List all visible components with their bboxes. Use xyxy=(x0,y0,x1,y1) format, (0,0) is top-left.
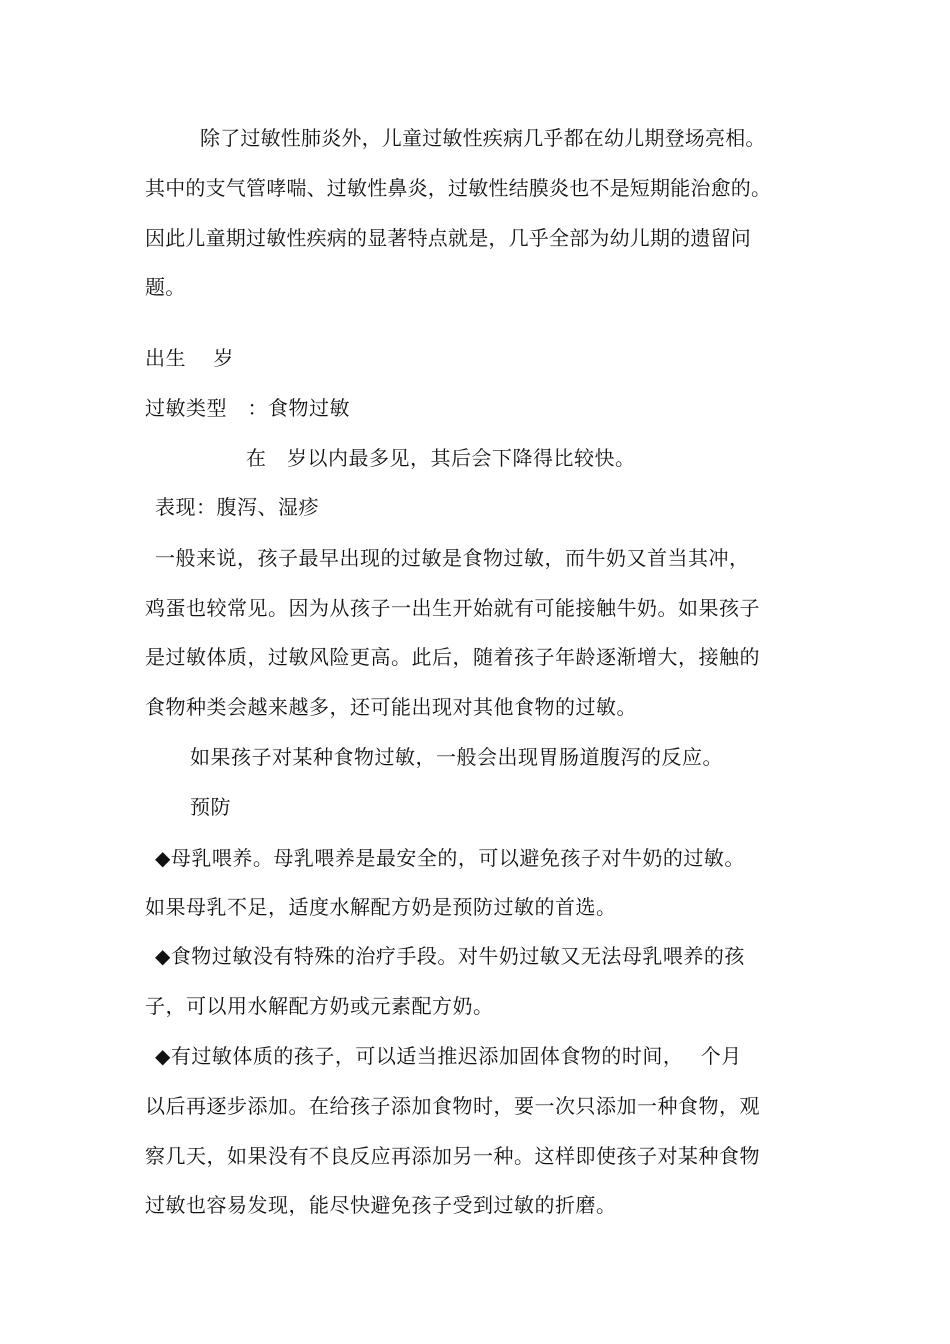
bullet-line: 子，可以用水解配方奶或元素配方奶。 xyxy=(145,994,494,1018)
intro-line: 题。 xyxy=(145,275,186,299)
body-line: 是过敏体质，过敏风险更高。此后，随着孩子年龄逐渐增大，接触的 xyxy=(145,645,760,669)
bullet-line: ◆食物过敏没有特殊的治疗手段。对牛奶过敏又无法母乳喂养的孩 xyxy=(155,944,745,968)
intro-line: 除了过敏性肺炎外，儿童过敏性疾病几乎都在幼儿期登场亮相。 xyxy=(200,126,766,150)
body-line: 食物种类会越来越多，还可能出现对其他食物的过敏。 xyxy=(145,695,637,719)
symptoms-line: 表现：腹泻、湿疹 xyxy=(155,495,319,519)
allergy-type-line: 过敏类型 ：食物过敏 xyxy=(145,396,350,420)
peak-age-note: 在 岁以内最多见，其后会下降得比较快。 xyxy=(246,446,636,470)
prevention-heading: 预防 xyxy=(190,795,231,819)
body-line: 一般来说，孩子最早出现的过敏是食物过敏，而牛奶又首当其冲， xyxy=(155,546,750,570)
bullet-line: 如果母乳不足，适度水解配方奶是预防过敏的首选。 xyxy=(145,895,617,919)
bullet-line: 过敏也容易发现，能尽快避免孩子受到过敏的折磨。 xyxy=(145,1193,617,1217)
age-heading: 出生 岁 xyxy=(145,346,234,370)
bullet-line: 察几天，如果没有不良反应再添加另一种。这样即使孩子对某种食物 xyxy=(145,1144,760,1168)
body-line: 鸡蛋也较常见。因为从孩子一出生开始就有可能接触牛奶。如果孩子 xyxy=(145,596,760,620)
reaction-line: 如果孩子对某种食物过敏，一般会出现胃肠道腹泻的反应。 xyxy=(190,745,723,769)
intro-line: 其中的支气管哮喘、过敏性鼻炎，过敏性结膜炎也不是短期能治愈的。 xyxy=(145,176,772,200)
intro-line: 因此儿童期过敏性疾病的显著特点就是，几乎全部为幼儿期的遗留问 xyxy=(145,226,751,250)
bullet-line: ◆母乳喂养。母乳喂养是最安全的，可以避免孩子对牛奶的过敏。 xyxy=(155,846,745,870)
bullet-line: ◆有过敏体质的孩子，可以适当推迟添加固体食物的时间， 个月 xyxy=(155,1044,742,1068)
bullet-line: 以后再逐步添加。在给孩子添加食物时，要一次只添加一种食物，观 xyxy=(145,1094,760,1118)
